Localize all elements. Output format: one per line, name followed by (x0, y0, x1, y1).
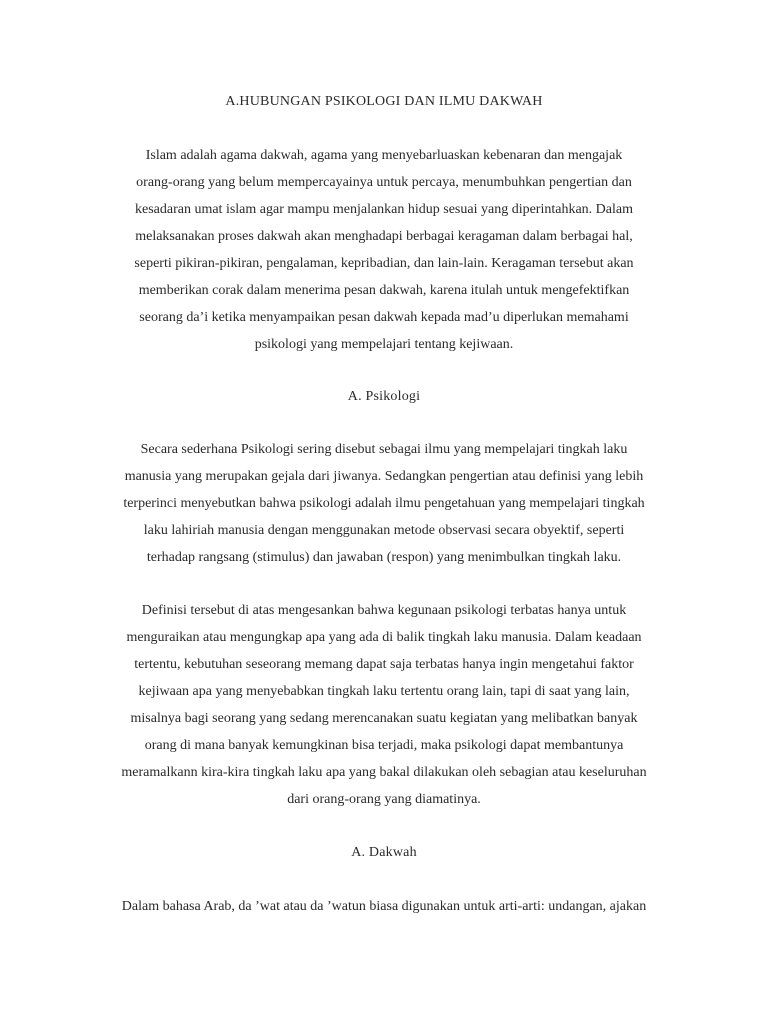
paragraph-line: orang-orang yang belum mempercayainya untuk percaya, menumbuhkan pengertian dan (136, 175, 632, 190)
paragraph-line: seperti pikiran-pikiran, pengalaman, kepribadian, dan lain-lain. Keragaman tersebut akan (134, 256, 634, 271)
paragraph-line: memberikan corak dalam menerima pesan dakwah, karena itulah untuk mengefektifkan (138, 283, 630, 298)
paragraph-line: laku lahiriah manusia dengan menggunakan metode observasi secara obyektif, seperti (143, 523, 625, 538)
paragraph-line: terhadap rangsang (stimulus) dan jawaban (respon) yang menimbulkan tingkah laku. (146, 550, 622, 565)
paragraph-line: kesadaran umat islam agar mampu menjalankan hidup sesuai yang diperintahkan. Dalam (134, 202, 633, 217)
paragraph-line: Secara sederhana Psikologi sering disebut sebagai ilmu yang mempelajari tingkah laku (140, 442, 628, 457)
paragraph-line: melaksanakan proses dakwah akan menghadapi berbagai keragaman dalam berbagai hal, (135, 229, 633, 244)
paragraph-line: menguraikan atau mengungkap apa yang ada di balik tingkah laku manusia. Dalam keadaan (126, 630, 642, 645)
paragraph-line: Dalam bahasa Arab, da ’wat atau da ’watun biasa digunakan untuk arti-arti: undangan, ajakan (121, 899, 647, 914)
paragraph-line: Islam adalah agama dakwah, agama yang menyebarluaskan kebenaran dan mengajak (145, 148, 623, 163)
section-heading-dakwah: A. Dakwah (351, 845, 417, 860)
paragraph-line: manusia yang merupakan gejala dari jiwanya. Sedangkan pengertian atau definisi yang lebih (124, 469, 644, 484)
paragraph-line: terperinci menyebutkan bahwa psikologi adalah ilmu pengetahuan yang mempelajari tingkah (123, 496, 645, 511)
section-heading-psikologi: A. Psikologi (347, 389, 421, 404)
paragraph-line: orang di mana banyak kemungkinan bisa terjadi, maka psikologi dapat membantunya (144, 738, 624, 753)
paragraph-line: kejiwaan apa yang menyebabkan tingkah laku tertentu orang lain, tapi di saat yang lain, (138, 684, 630, 699)
paragraph-line: seorang da’i ketika menyampaikan pesan dakwah kepada mad’u diperlukan memahami (139, 310, 629, 325)
paragraph-line: misalnya bagi seorang yang sedang merencanakan suatu kegiatan yang melibatkan banyak (130, 711, 638, 726)
page-title: A.HUBUNGAN PSIKOLOGI DAN ILMU DAKWAH (225, 94, 543, 109)
paragraph-line: psikologi yang mempelajari tentang kejiwaan. (254, 337, 514, 352)
paragraph-line: dari orang-orang yang diamatinya. (287, 792, 481, 807)
paragraph-line: meramalkann kira-kira tingkah laku apa yang bakal dilakukan oleh sebagian atau keseluruhan (121, 765, 647, 780)
paragraph-line: tertentu, kebutuhan seseorang memang dapat saja terbatas hanya ingin mengetahui faktor (134, 657, 634, 672)
paragraph-line: Definisi tersebut di atas mengesankan bahwa kegunaan psikologi terbatas hanya untuk (141, 603, 627, 618)
